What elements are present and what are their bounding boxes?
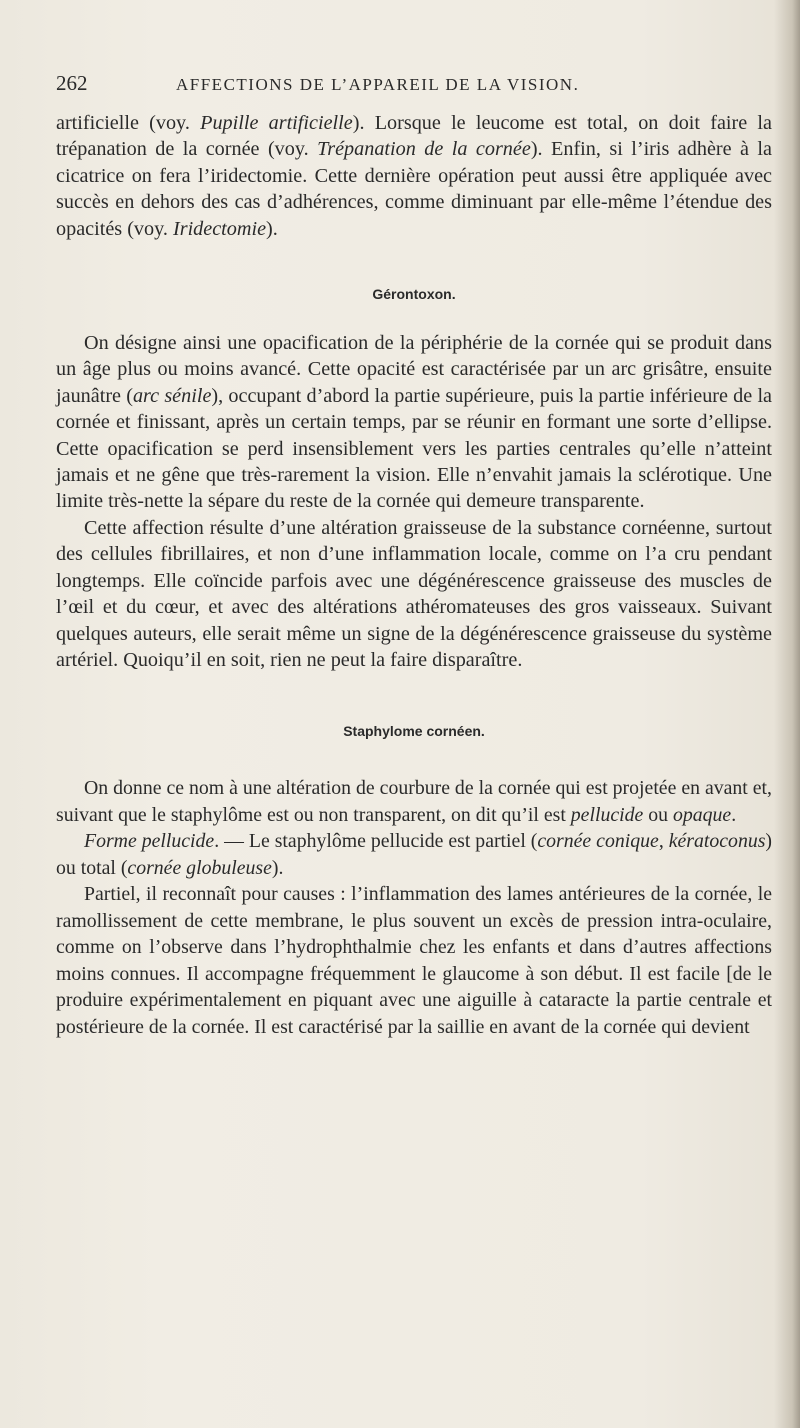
gerontoxon-paragraph-2: Cette affection résulte d’une altération graisseuse de la substance cornéenne, surtout des cellules fibrillaires, et non d’une inflammation locale, comme on l’a cru pendant longtemps. Elle coïncide parfois avec une dégénérescence graisseuse des muscles de l’œil et du cœur, et avec des altérations athéromateuses des gros vaisseaux. Suivant quelques auteurs, elle serait même un signe de la dégénérescence graisseuse du système artériel. Quoiqu’il en soit, rien ne peut la faire disparaître. [56,516,772,671]
section-title-staphylome: Staphylome cornéen. [343,723,485,740]
text-run: ). [266,217,278,240]
term-cornee-globuleuse: cornée globuleuse [127,856,272,879]
term-keratoconus: kératoconus [668,830,766,853]
section-title-gerontoxon: Gérontoxon. [372,286,456,303]
crossref-trepanation: Trépanation de la cornée [317,138,531,161]
text-run: , [658,830,669,853]
staphylome-paragraph-2 [56,828,772,881]
page-number: 262 [56,71,88,95]
crossref-pupille-artificielle: Pupille artificielle [200,112,353,134]
text-run: ). [271,856,284,879]
text-run: ). Enfin, si l’iris adhère à la cicatrice on fera l’iridectomie. Cette dernière opération peut aussi être appliquée avec succès en dehors des cas d’adhérences, comme diminuant par elle-même l’étendue des opacités (voy. [56,138,772,240]
text-run: . [731,803,737,826]
gerontoxon-paragraph-1 [56,330,772,515]
text-run: On désigne ainsi une opacification de la périphérie de la cornée qui se produit dans un âge plus ou moins avancé. Cette opacité est caractérisée par un arc grisâtre, ensuite jaunâtre ( [56,332,772,407]
text-run: ) ou total ( [56,830,773,879]
text-run: ou [643,803,673,826]
page-edge-shadow [774,0,800,1428]
text-run: On donne ce nom à une altération de courbure de la cornée qui est projetée en avant et, suivant que le staphylôme est ou non transparent, on dit qu’il est [56,777,772,826]
text-run: . — Le staphylôme pellucide est partiel ( [214,830,538,853]
term-opaque: opaque [672,803,732,826]
page-content [56,70,772,1040]
text-run: ). Lorsque le leucome est total, on doit faire la trépanation de la cornée (voy. [56,112,772,161]
staphylome-paragraph-3: Partiel, il reconnaît pour causes : l’inflammation des lames antérieures de la cornée, le ramollissement de cette membrane, le plus souvent un excès de pression intra-oculaire, comme on l’observe dans l’hydrophthalmie chez les enfants et dans d’autres affections moins connues. Il accompagne fréquemment le glaucome à son début. Il est facile [de le produire expérimentalement en piquant avec une aiguille à cataracte la partie centrale et postérieure de la cornée. Il est caractérisé par la saillie en avant de la cornée qui devient [56,883,772,1038]
crossref-iridectomie: Iridectomie [172,217,267,240]
term-arc-senile: arc sénile [132,384,212,407]
term-pellucide: pellucide [570,803,644,826]
intro-paragraph [56,110,772,242]
text-run: ), occupant d’abord la partie supérieure, puis la partie inférieure de la cornée et finissant, après un certain temps, par se réunir en formant une sorte d’ellipse. Cette opacification se perd insensiblement vers les parties centrales qu’elle n’atteint jamais et ne gêne que très-rarement la vision. Elle n’envahit jamais la sclérotique. Une limite très-nette la sépare du reste de la cornée qui demeure transparente. [56,384,773,513]
page-header [56,70,772,110]
running-head: AFFECTIONS DE L’APPAREIL DE LA VISION. [176,75,580,94]
text-run: artificielle (voy. [56,112,201,134]
subheading-forme-pellucide: Forme pellucide [84,830,215,853]
term-cornee-conique: cornée conique [537,830,659,853]
staphylome-paragraph-1 [56,775,772,828]
